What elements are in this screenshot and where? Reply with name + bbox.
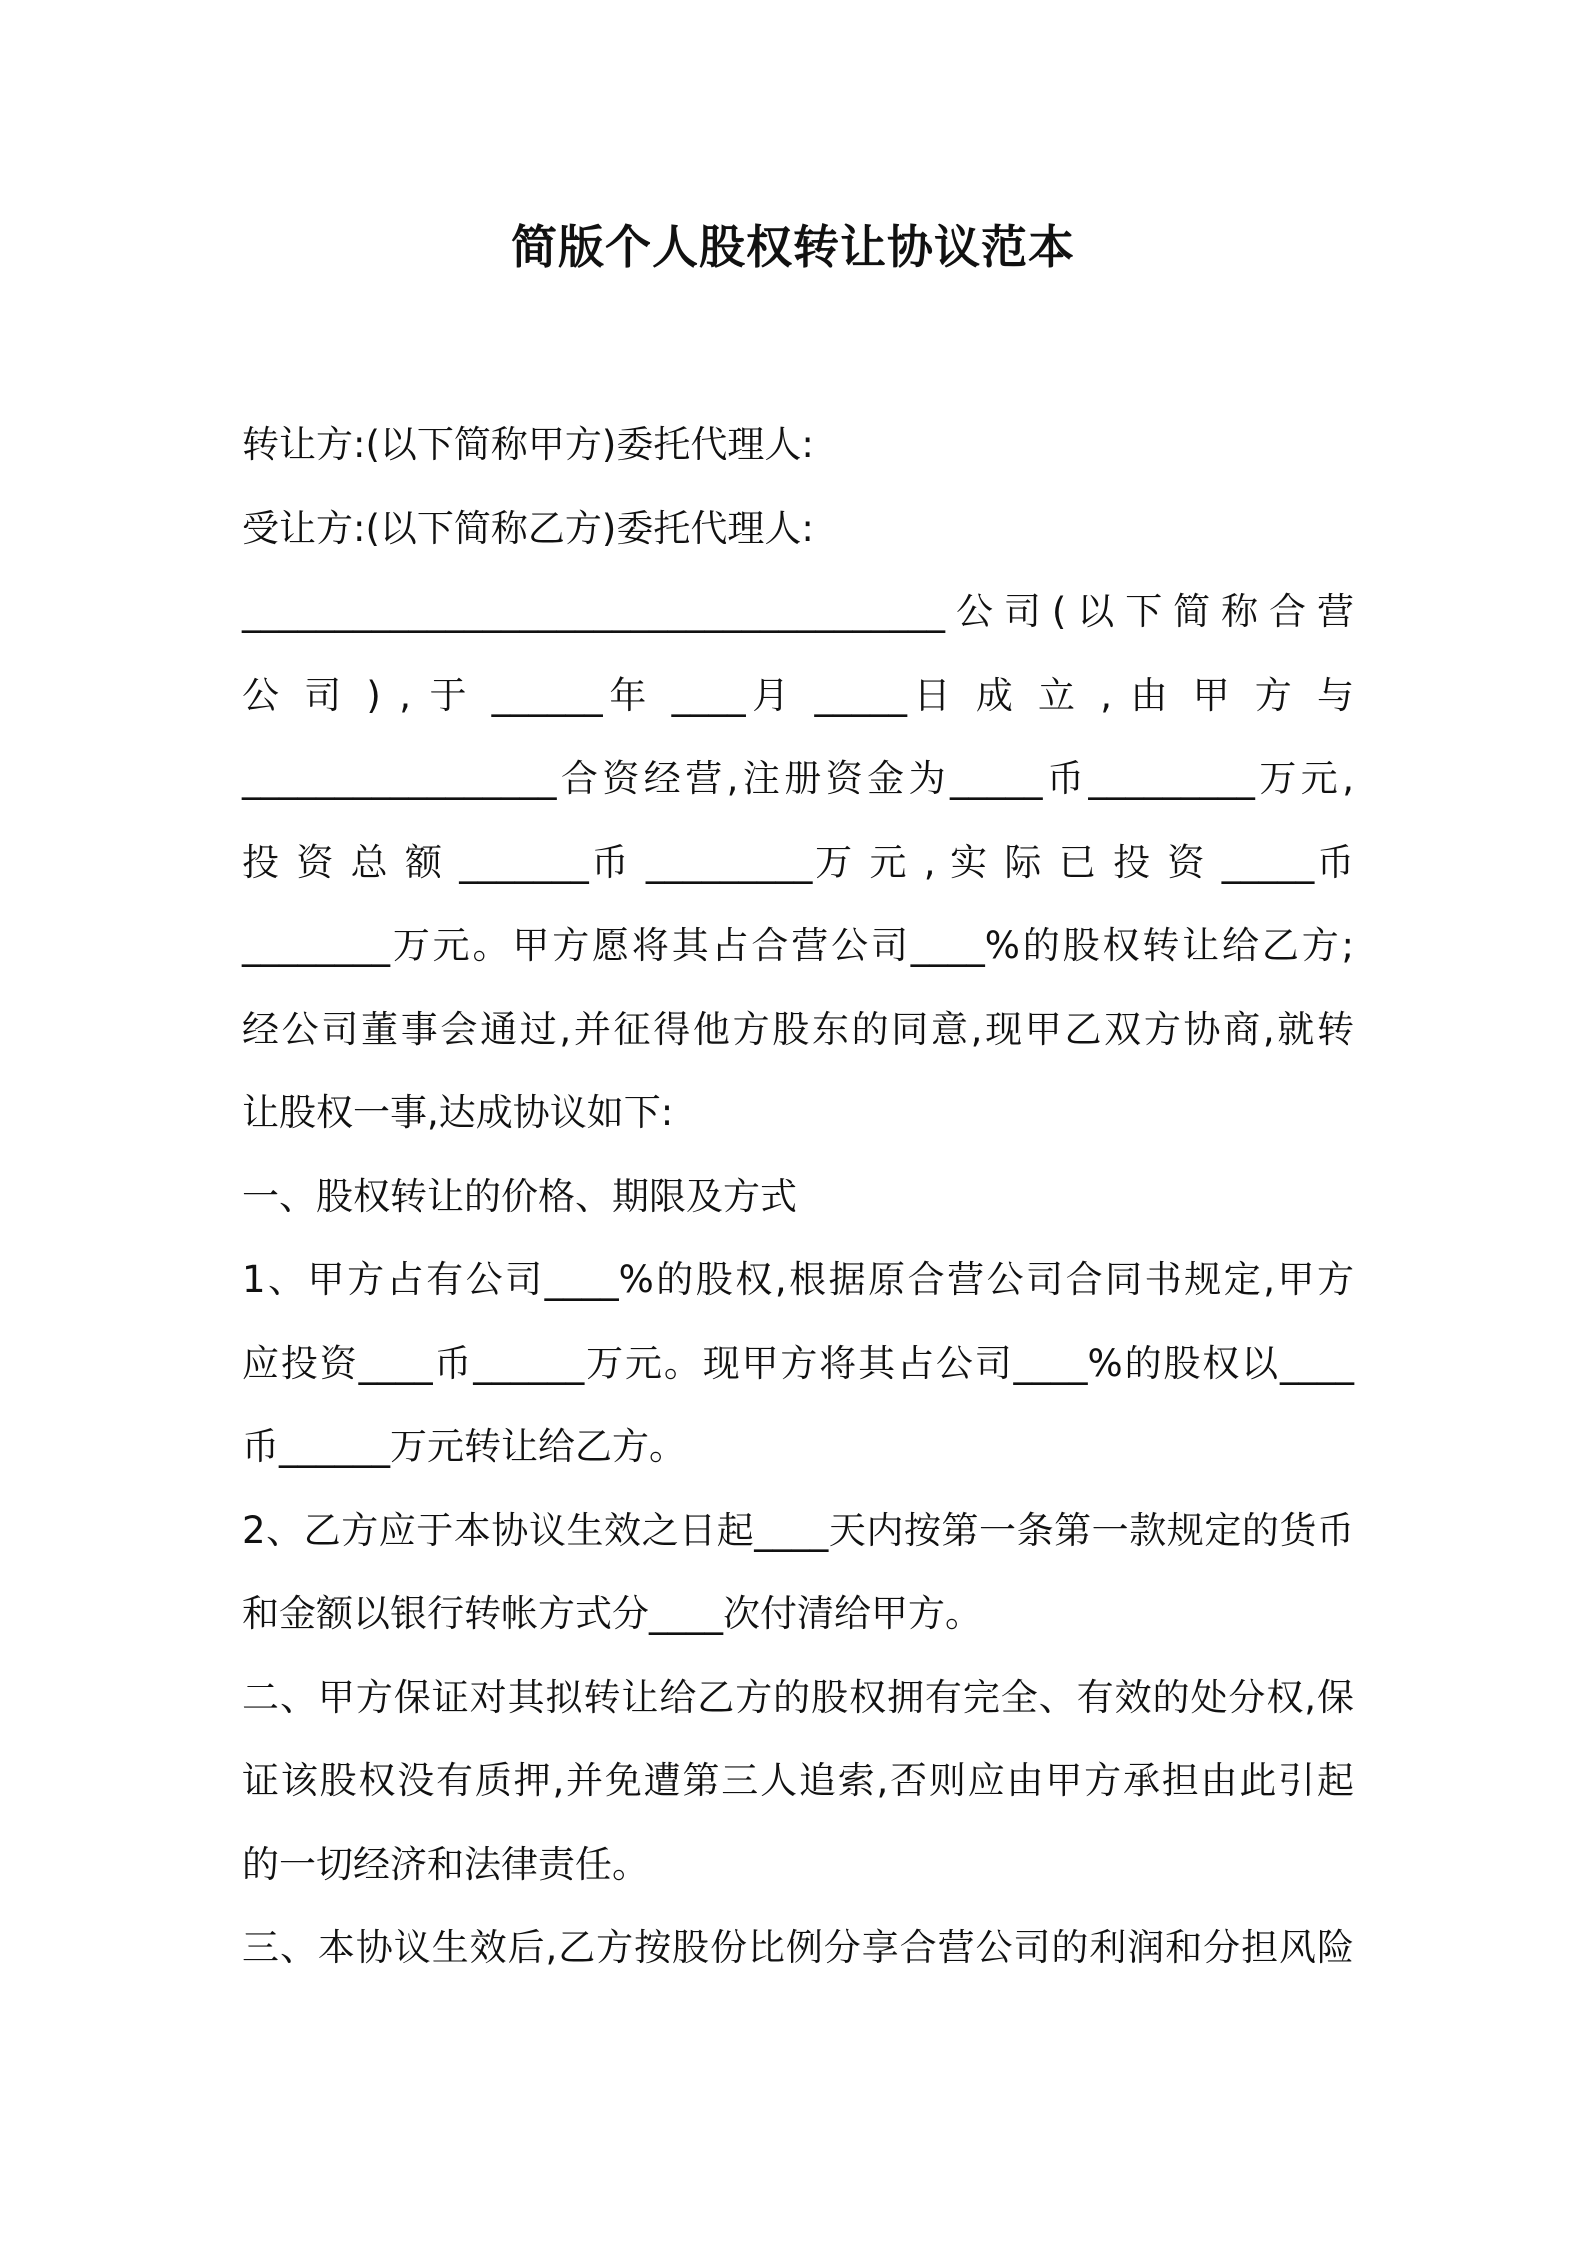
clause-line: 和金额以银行转帐方式分____次付清给甲方。: [242, 1592, 982, 1635]
document-title: 简版个人股权转让协议范本: [511, 220, 1075, 274]
document-body: [242, 403, 1354, 1990]
body-line: _________________合资经营,注册资金为_____币_________万元,: [242, 757, 1354, 800]
body-line: ______________________________________公司(以下简称合营: [242, 590, 1354, 633]
clause-line: 应投资____币______万元。现甲方将其占公司____%的股权以____: [242, 1341, 1354, 1385]
section-line: 二、甲方保证对其拟转让给乙方的股权拥有完全、有效的处分权,保: [242, 1675, 1354, 1719]
clause-line: 2、乙方应于本协议生效之日起____天内按第一条第一款规定的货币: [242, 1508, 1354, 1552]
clause-line: 币______万元转让给乙方。: [242, 1425, 686, 1468]
section-line: 三、本协议生效后,乙方按股份比例分享合营公司的利润和分担风险: [242, 1926, 1354, 1969]
body-line: ________万元。甲方愿将其占合营公司____%的股权转让给乙方;: [242, 924, 1354, 967]
body-line: 经公司董事会通过,并征得他方股东的同意,现甲乙双方协商,就转: [242, 1007, 1354, 1051]
transferor-line: 转让方:(以下简称甲方)委托代理人:: [242, 423, 814, 466]
body-line: 公 司 ) , 于 ______年 ____月 _____日 成 立 , 由 甲 方 与: [242, 673, 1354, 717]
body-line: 投 资 总 额 _______币 _________万 元 , 实 际 已 投 资 _____币: [242, 840, 1354, 884]
section-line: 的一切经济和法律责任。: [242, 1842, 649, 1886]
clause-line: 1、甲方占有公司____%的股权,根据原合营公司合同书规定,甲方: [242, 1258, 1354, 1301]
body-line: 让股权一事,达成协议如下:: [242, 1091, 674, 1134]
transferee-line: 受让方:(以下简称乙方)委托代理人:: [242, 506, 814, 550]
section-line: 证该股权没有质押,并免遭第三人追索,否则应由甲方承担由此引起: [242, 1759, 1354, 1802]
section-heading-1: 一、股权转让的价格、期限及方式: [242, 1174, 797, 1218]
